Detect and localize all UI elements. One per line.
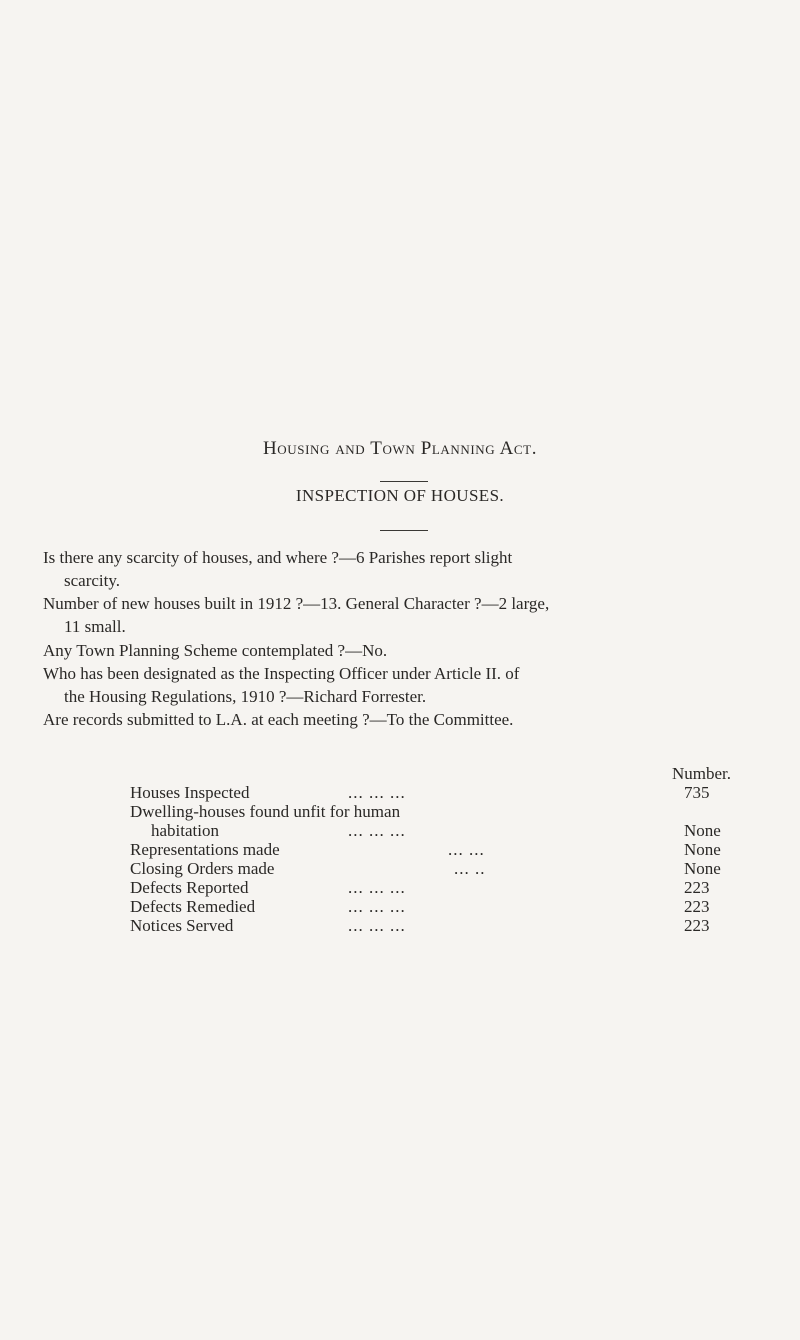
dot-leader: ... ... ...	[348, 878, 406, 897]
row-label: Defects Remedied	[130, 897, 256, 916]
row-label: Closing Orders made	[130, 859, 275, 878]
table-row	[130, 878, 730, 897]
dot-leader: ... ... ...	[348, 821, 406, 840]
table-row	[130, 821, 730, 840]
question-scarcity	[43, 546, 763, 592]
inspection-table	[130, 764, 730, 935]
table-row	[130, 916, 730, 935]
question-line: Any Town Planning Scheme contemplated ?—No.	[43, 641, 388, 660]
table-row	[130, 840, 730, 859]
dot-leader: ... ... ...	[348, 897, 406, 916]
subheading-divider	[380, 530, 428, 531]
row-value: 223	[684, 897, 710, 916]
dot-leader: ... ... ...	[348, 783, 406, 802]
table-header-row	[130, 764, 730, 783]
question-continuation: 11 small.	[64, 617, 126, 636]
table-row	[130, 783, 730, 802]
number-column-header: Number.	[672, 764, 732, 783]
document-heading: Housing and Town Planning Act.	[262, 438, 538, 459]
dot-leader: ... ...	[448, 840, 485, 859]
row-label: Houses Inspected	[130, 783, 250, 802]
table-row	[130, 897, 730, 916]
question-line: Number of new houses built in 1912 ?—13. General Character ?—2 large,	[43, 594, 550, 613]
row-label: Notices Served	[130, 916, 234, 935]
row-label: Representations made	[130, 840, 280, 859]
question-continuation: scarcity.	[64, 571, 121, 590]
table-row	[130, 859, 730, 878]
row-value: None	[684, 821, 721, 840]
question-town-planning	[43, 639, 763, 662]
row-label: habitation	[151, 821, 219, 840]
row-value: 223	[684, 916, 710, 935]
question-inspecting-officer	[43, 662, 763, 708]
section-subheading: INSPECTION OF HOUSES.	[295, 486, 505, 505]
dot-leader: ... ..	[454, 859, 486, 878]
row-label: Defects Reported	[130, 878, 249, 897]
row-value: 223	[684, 878, 710, 897]
question-line: Who has been designated as the Inspecting Officer under Article II. of	[43, 664, 520, 683]
question-records	[43, 708, 763, 731]
question-continuation: the Housing Regulations, 1910 ?—Richard Forrester.	[64, 687, 427, 706]
question-line: Are records submitted to L.A. at each meeting ?—To the Committee.	[43, 710, 514, 729]
table-row	[130, 802, 730, 821]
row-value: None	[684, 840, 721, 859]
row-value: 735	[684, 783, 710, 802]
question-line: Is there any scarcity of houses, and where ?—6 Parishes report slight	[43, 548, 513, 567]
question-new-houses	[43, 592, 763, 638]
row-value: None	[684, 859, 721, 878]
dot-leader: ... ... ...	[348, 916, 406, 935]
row-label: Dwelling-houses found unfit for human	[130, 802, 401, 821]
heading-divider	[380, 481, 428, 482]
